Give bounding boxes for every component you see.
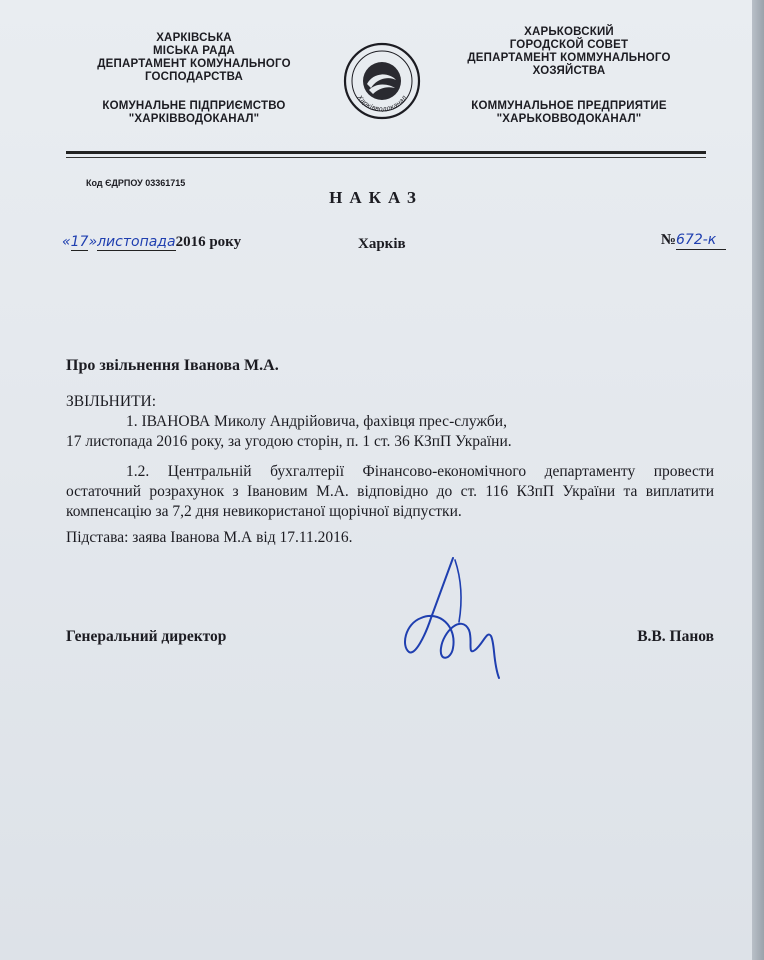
header-right-org: "ХАРЬКОВВОДОКАНАЛ" xyxy=(496,113,642,125)
header-left-line: МІСЬКА РАДА xyxy=(153,45,235,57)
order-subject: Про звільнення Іванова М.А. xyxy=(66,357,279,374)
header-rule-thick xyxy=(66,151,706,154)
header-right-line: ХОЗЯЙСТВА xyxy=(532,65,606,77)
header-right-org: КОММУНАЛЬНОЕ ПРЕДПРИЯТИЕ xyxy=(471,100,667,112)
signatory-title: Генеральний директор xyxy=(66,628,227,645)
order-item-1-line-1: 1. ІВАНОВА Миколу Андрійовича, фахівця прес-служби, xyxy=(126,413,507,430)
order-item-1-line-2: 17 листопада 2016 року, за угодою сторін, п. 1 ст. 36 КЗпП України. xyxy=(66,433,512,450)
date-quote-open: « xyxy=(62,234,71,250)
order-item-2: 1.2. Центральній бухгалтерії Фінансово-економічного департаменту провести остаточний розрахунок з Івановим М.А. відповідно до ст. 116 КЗпП України та виплатити компенсацію за 7,2 дня невикористаної щорічної відпустки. xyxy=(66,463,714,520)
order-date xyxy=(62,234,241,251)
page-edge xyxy=(752,0,764,960)
header-rule-thin xyxy=(66,157,706,158)
date-quote-close: » xyxy=(88,234,98,250)
number-value: 672-к xyxy=(676,232,717,248)
document-title: НАКАЗ xyxy=(329,188,423,207)
header-left-line: ХАРКІВСЬКА xyxy=(156,32,232,44)
edrpou-code: Код ЄДРПОУ 03361715 xyxy=(86,178,186,188)
date-year: 2016 року xyxy=(175,234,242,250)
header-right xyxy=(440,26,698,126)
signatory-name: В.В. Панов xyxy=(637,628,714,645)
order-basis: Підстава: заява Іванова М.А від 17.11.2016. xyxy=(66,529,353,546)
header-right-line: ХАРЬКОВСКИЙ xyxy=(524,26,614,38)
date-line xyxy=(62,232,726,258)
order-number xyxy=(661,232,726,250)
order-heading: ЗВІЛЬНИТИ: xyxy=(66,393,157,410)
header-right-line: ДЕПАРТАМЕНТ КОММУНАЛЬНОГО xyxy=(467,52,671,64)
number-prefix: № xyxy=(660,232,676,248)
header-right-line: ГОРОДСКОЙ СОВЕТ xyxy=(509,39,629,51)
header-left-line: ГОСПОДАРСТВА xyxy=(144,71,244,83)
date-month: листопада xyxy=(97,234,176,250)
header-left xyxy=(74,32,314,126)
header-left-org: КОМУНАЛЬНЕ ПІДПРИЄМСТВО xyxy=(102,100,286,112)
header-left-org: "ХАРКІВВОДОКАНАЛ" xyxy=(128,113,260,125)
order-body xyxy=(66,392,714,548)
company-logo-icon xyxy=(343,42,421,120)
handwritten-signature-icon xyxy=(395,552,507,682)
header-left-line: ДЕПАРТАМЕНТ КОМУНАЛЬНОГО xyxy=(97,58,291,70)
order-city: Харків xyxy=(358,236,406,252)
date-day: 17 xyxy=(70,234,89,250)
logo-text: Харківводоканал xyxy=(355,93,409,114)
